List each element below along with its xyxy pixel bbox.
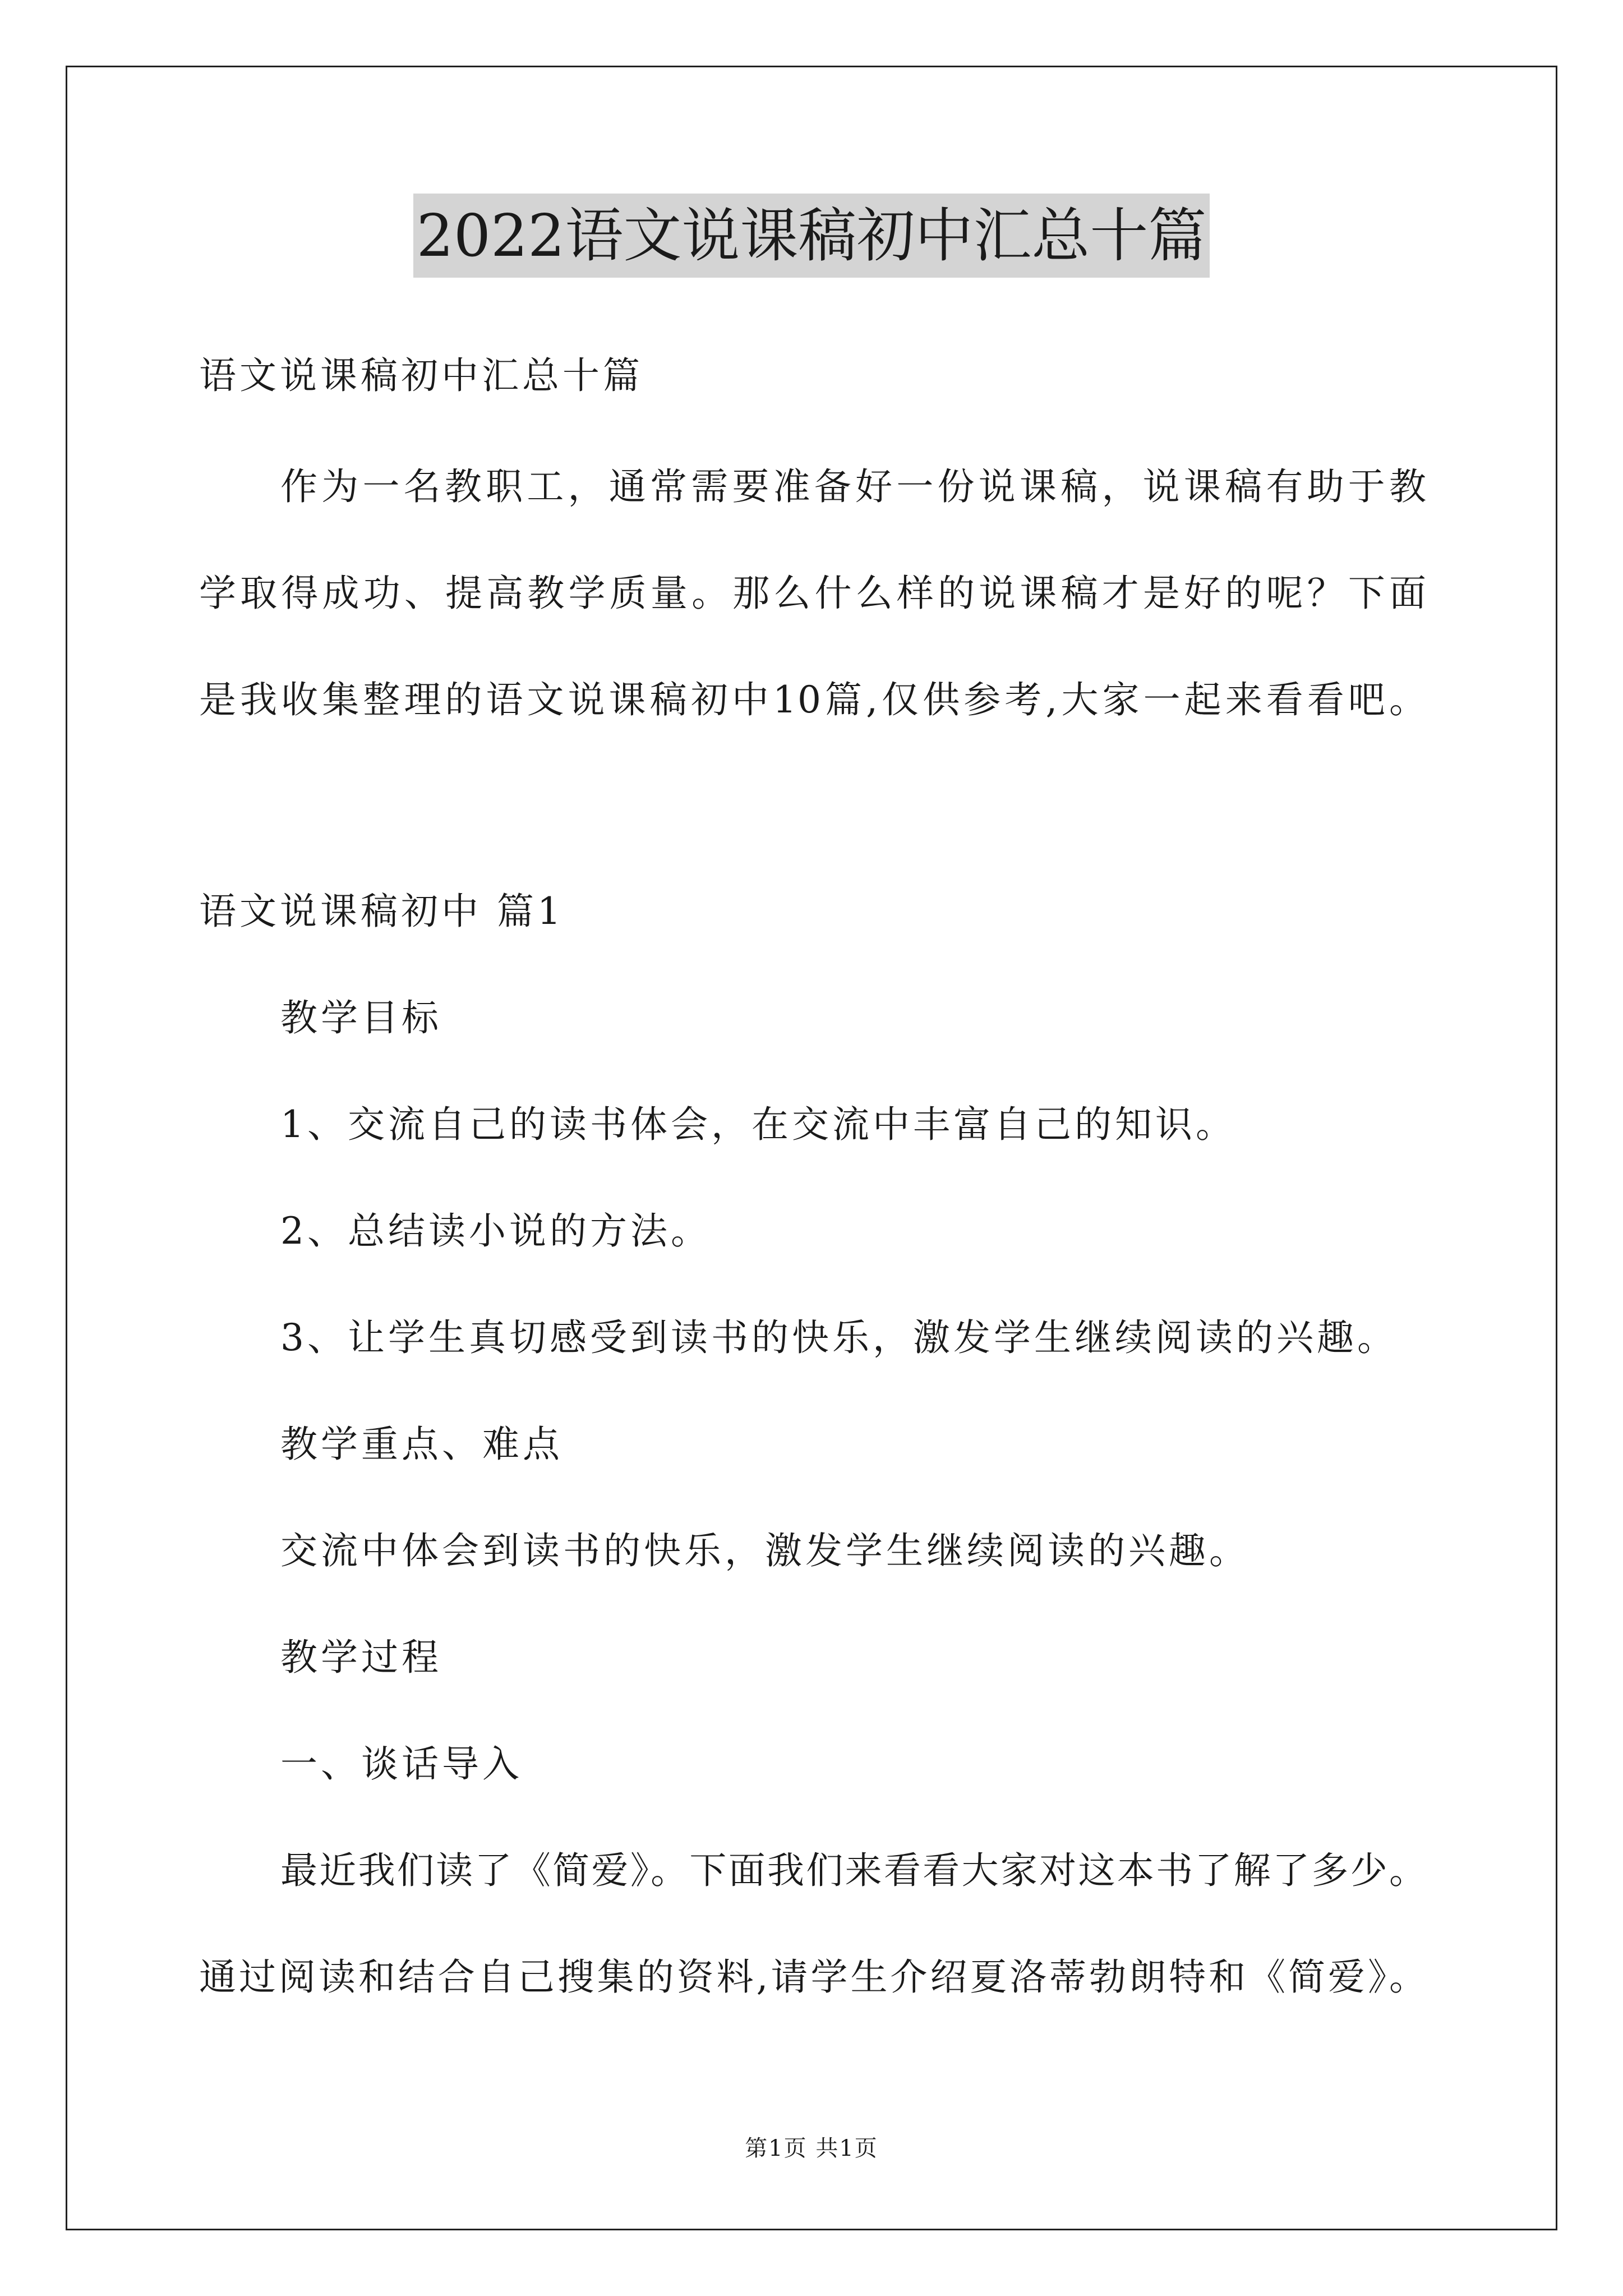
body-line-4: 3、让学生真切感受到读书的快乐，激发学生继续阅读的兴趣。 <box>280 1316 1398 1359</box>
intro-line-2: 学取得成功、提高教学质量。那么什么样的说课稿才是好的呢？下面 <box>199 572 1427 615</box>
intro-line-1: 作为一名教职工，通常需要准备好一份说课稿，说课稿有助于教 <box>280 465 1427 508</box>
body-line-10: 通过阅读和结合自己搜集的资料,请学生介绍夏洛蒂勃朗特和《简爱》。 <box>199 1955 1427 1999</box>
body-line-9: 最近我们读了《简爱》。下面我们来看看大家对这本书了解了多少。 <box>280 1849 1427 1892</box>
intro-line-3: 是我收集整理的语文说课稿初中10篇,仅供参考,大家一起来看看吧。 <box>199 678 1427 721</box>
body-line-7: 教学过程 <box>280 1636 442 1679</box>
body-line-3: 2、总结读小说的方法。 <box>280 1209 711 1253</box>
body-line-5: 教学重点、难点 <box>280 1423 563 1466</box>
body-line-6: 交流中体会到读书的快乐，激发学生继续阅读的兴趣。 <box>280 1529 1249 1572</box>
title-text: 2022语文说课稿初中汇总十篇 <box>413 194 1210 278</box>
subtitle: 语文说课稿初中汇总十篇 <box>199 354 643 397</box>
document-title <box>0 194 1623 295</box>
section-heading: 语文说课稿初中 篇1 <box>199 890 564 933</box>
body-line-8: 一、谈话导入 <box>280 1742 523 1786</box>
page-footer: 第1页 共1页 <box>745 2136 878 2161</box>
body-line-1: 教学目标 <box>280 996 442 1039</box>
body-line-2: 1、交流自己的读书体会，在交流中丰富自己的知识。 <box>280 1103 1236 1146</box>
